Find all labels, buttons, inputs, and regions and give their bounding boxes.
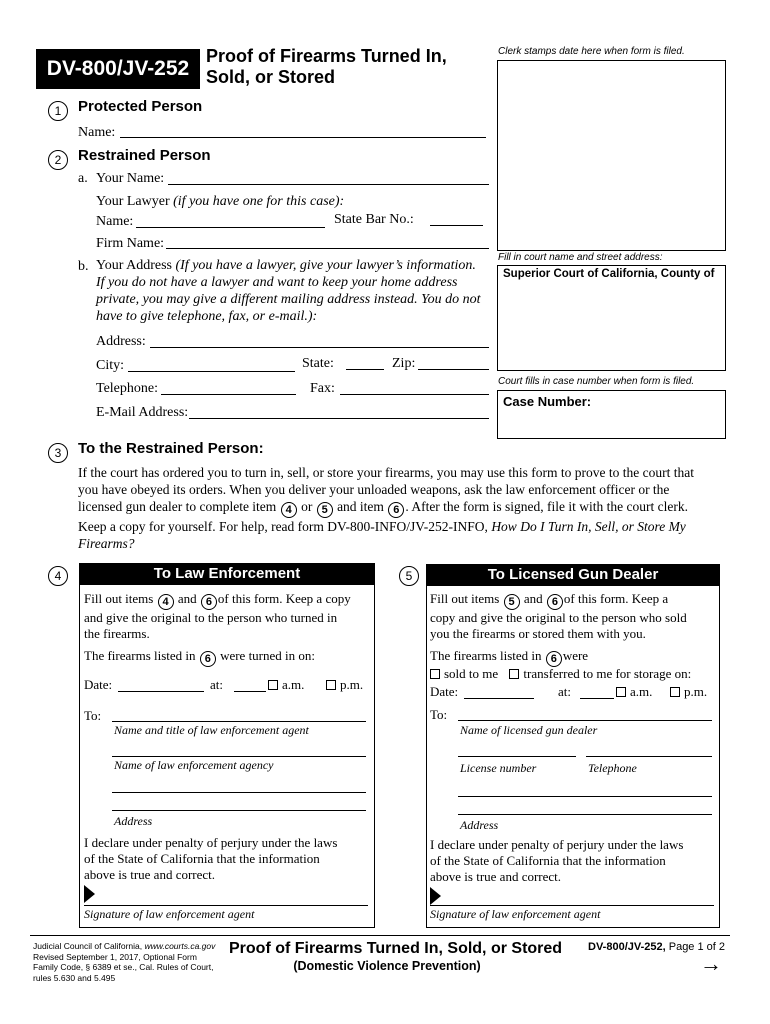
gd-firearms-listed	[430, 648, 588, 667]
gd-date-label: Date:	[430, 684, 459, 699]
your-name-label: Your Name:	[96, 171, 165, 186]
court-note: Fill in court name and street address:	[498, 252, 663, 263]
fax-label: Fax:	[310, 381, 335, 396]
address-note-3: private, you may give a different mailing address instead. You do not	[96, 292, 481, 307]
court-name-label: Superior Court of California, County of	[503, 268, 715, 280]
item-number-2: 2	[48, 150, 68, 170]
lawyer-label: Your Lawyer	[96, 194, 170, 209]
section2-heading: Restrained Person	[78, 147, 211, 164]
address-label: Address:	[96, 334, 146, 349]
footer-page-number: Page 1 of 2	[668, 941, 726, 953]
city-label: City:	[96, 358, 125, 373]
section3-instructions	[78, 464, 728, 552]
instructions-line-4	[78, 518, 728, 535]
gd-am-option[interactable]	[616, 684, 652, 700]
info-form-title: How Do I Turn In, Sell, or Store My	[491, 519, 686, 534]
le-to-label: To:	[84, 708, 102, 723]
instructions-or: or	[301, 499, 313, 514]
footer-left-line-2: Revised September 1, 2017, Optional Form	[33, 951, 197, 962]
gd-decl-1: I declare under penalty of perjury under the laws	[430, 837, 684, 852]
le-pm-option[interactable]	[326, 677, 363, 693]
le-date-label: Date:	[84, 677, 113, 692]
instructions-line-3a: licensed gun dealer to complete item	[78, 499, 277, 514]
gd-stored-checkbox[interactable]	[509, 669, 519, 679]
instructions-line-4a: Keep a copy for yourself. For help, read form DV-800-INFO/JV-252-INFO,	[78, 519, 488, 534]
case-number-box[interactable]	[497, 390, 726, 439]
court-name-box[interactable]	[497, 265, 726, 371]
instructions-line-3	[78, 498, 728, 518]
item-number-5: 5	[399, 566, 419, 586]
section1-heading: Protected Person	[78, 98, 203, 115]
footer-left-line-1	[33, 941, 215, 952]
state-field[interactable]	[346, 369, 384, 370]
address-note-2: If you do not have a lawyer and want to keep your home address	[96, 275, 458, 290]
gd-line-1	[430, 591, 720, 610]
gd-declaration	[430, 837, 683, 885]
footer-rule	[30, 935, 730, 936]
form-id-badge: DV-800/JV-252	[36, 49, 200, 89]
le-item-ref-4: 4	[158, 594, 174, 610]
gd-dealer-name-field[interactable]	[458, 720, 712, 721]
address-field[interactable]	[150, 347, 489, 348]
footer-council: Judicial Council of California,	[33, 941, 143, 951]
le-firearms-listed	[84, 648, 315, 667]
lawyer-line	[96, 193, 344, 210]
le-am-label: a.m.	[282, 677, 305, 692]
state-label: State:	[302, 356, 334, 371]
firm-name-label: Firm Name:	[96, 236, 165, 251]
instructions-line-5: Firearms?	[78, 536, 135, 551]
state-bar-label: State Bar No.:	[334, 212, 414, 227]
le-at-label: at:	[210, 677, 223, 692]
footer-title: Proof of Firearms Turned In, Sold, or Stored	[229, 940, 563, 957]
gd-license-field[interactable]	[458, 756, 576, 757]
instructions-line-3b: and item	[337, 499, 384, 514]
email-field[interactable]	[189, 418, 489, 419]
le-date-field[interactable]	[118, 691, 204, 692]
gd-line-1b: of this form. Keep a	[563, 591, 669, 606]
le-line-3: the firearms.	[84, 626, 150, 641]
gd-pm-label: p.m.	[684, 684, 708, 699]
gd-dealer-caption: Name of licensed gun dealer	[460, 723, 598, 737]
gd-signature-caption: Signature of law enforcement agent	[430, 907, 601, 921]
gd-to-label: To:	[430, 707, 448, 722]
le-listed-ref-6: 6	[200, 651, 216, 667]
clerk-stamp-box	[497, 60, 726, 251]
protected-name-field[interactable]	[120, 137, 486, 138]
gd-am-label: a.m.	[630, 684, 653, 699]
instructions-line-1: If the court has ordered you to turn in, sell, or store your firearms, you may use this form to prove to the court that	[78, 465, 694, 480]
gd-address-caption: Address	[460, 818, 499, 832]
state-bar-field[interactable]	[430, 225, 483, 226]
law-enforcement-heading: To Law Enforcement	[79, 563, 375, 585]
gd-date-field[interactable]	[464, 698, 534, 699]
le-line-2: and give the original to the person who turned in	[84, 610, 338, 625]
gd-phone-caption: Telephone	[588, 761, 637, 775]
le-item-ref-6: 6	[201, 594, 217, 610]
gd-listed-ref-6: 6	[546, 651, 562, 667]
le-agency-field[interactable]	[112, 756, 366, 757]
gd-am-checkbox[interactable]	[616, 687, 626, 697]
gd-sign-arrow-icon	[430, 887, 441, 905]
footer-left	[33, 941, 215, 983]
zip-label: Zip:	[392, 356, 416, 371]
address-note-1: (If you have a lawyer, give your lawyer’s information.	[175, 258, 476, 273]
case-number-label: Case Number:	[503, 394, 592, 409]
item-number-3: 3	[48, 443, 68, 463]
gd-pm-checkbox[interactable]	[670, 687, 680, 697]
le-declaration	[84, 835, 337, 883]
lawyer-name-field[interactable]	[136, 227, 325, 228]
le-am-option[interactable]	[268, 677, 304, 693]
gd-sold-label: sold to me	[444, 666, 499, 681]
le-line-1	[84, 591, 374, 610]
gd-stored-label: transferred to me for storage on:	[523, 666, 692, 681]
gd-disposition-row	[430, 666, 691, 682]
footer-left-line-4: rules 5.630 and 5.495	[33, 972, 116, 983]
le-agent-name-field[interactable]	[112, 721, 366, 722]
gd-item-ref-6: 6	[547, 594, 563, 610]
gd-address-field-2[interactable]	[458, 814, 712, 815]
le-decl-3: above is true and correct.	[84, 867, 216, 882]
footer-form-id: DV-800/JV-252,	[588, 941, 666, 953]
gd-listed-a: The firearms listed in	[430, 648, 542, 663]
item-ref-6: 6	[388, 502, 404, 518]
gd-at-label: at:	[558, 684, 571, 699]
item-a-marker: a.	[78, 171, 88, 186]
city-field[interactable]	[128, 371, 295, 372]
le-sign-arrow-icon	[84, 885, 95, 903]
lawyer-note: (if you have one for this case):	[173, 194, 345, 209]
fax-field[interactable]	[340, 394, 489, 395]
gd-line-2: copy and give the original to the person who sold	[430, 610, 687, 625]
le-agent-name-caption: Name and title of law enforcement agent	[114, 723, 309, 737]
item-ref-5: 5	[317, 502, 333, 518]
address-intro-line	[96, 257, 476, 274]
le-pm-label: p.m.	[340, 677, 364, 692]
le-decl-2: of the State of California that the information	[84, 851, 320, 866]
le-pm-checkbox[interactable]	[326, 680, 336, 690]
gd-instructions	[430, 591, 720, 642]
footer-website: www.courts.ca.gov	[144, 941, 216, 951]
gd-decl-3: above is true and correct.	[430, 869, 562, 884]
le-address-caption: Address	[114, 814, 153, 828]
form-title-line2: Sold, or Stored	[206, 67, 336, 87]
email-label: E-Mail Address:	[96, 405, 189, 420]
item-b-marker: b.	[78, 259, 89, 274]
gd-signature-field[interactable]	[430, 905, 714, 906]
item-number-1: 1	[48, 101, 68, 121]
footer-left-line-3: Family Code, § 6389 et se., Cal. Rules of Court,	[33, 962, 214, 972]
section3-heading: To the Restrained Person:	[78, 440, 264, 457]
le-listed-b: were turned in on:	[220, 648, 316, 663]
gun-dealer-heading: To Licensed Gun Dealer	[426, 564, 720, 586]
gd-time-field[interactable]	[580, 698, 614, 699]
case-number-note: Court fills in case number when form is filed.	[498, 376, 695, 387]
next-page-arrow-icon[interactable]: →	[700, 951, 722, 976]
telephone-field[interactable]	[161, 394, 296, 395]
gd-sold-checkbox[interactable]	[430, 669, 440, 679]
footer-subtitle: (Domestic Violence Prevention)	[293, 959, 481, 973]
lawyer-name-label: Name:	[96, 214, 134, 229]
item-ref-4: 4	[281, 502, 297, 518]
protected-name-label: Name:	[78, 125, 116, 140]
gd-item-ref-5: 5	[504, 594, 520, 610]
le-line-1b: of this form. Keep a copy	[217, 591, 351, 606]
le-am-checkbox[interactable]	[268, 680, 278, 690]
gd-pm-option[interactable]	[670, 684, 707, 700]
address-intro: Your Address	[96, 258, 172, 273]
le-time-field[interactable]	[234, 691, 266, 692]
telephone-label: Telephone:	[96, 381, 158, 396]
le-decl-1: I declare under penalty of perjury under the laws	[84, 835, 338, 850]
gd-listed-b: were	[562, 648, 589, 663]
gd-address-field-1[interactable]	[458, 796, 712, 797]
item-number-4: 4	[48, 566, 68, 586]
instructions-line-2: you have obeyed its orders. When you deliver your unloaded weapons, ask the law enforcement officer or the	[78, 482, 670, 497]
le-signature-field[interactable]	[84, 905, 368, 906]
form-title-line1: Proof of Firearms Turned In,	[206, 46, 447, 66]
le-address-field-1[interactable]	[112, 792, 366, 793]
le-line-1a: Fill out items	[84, 591, 154, 606]
le-address-field-2[interactable]	[112, 810, 366, 811]
address-note-4: have to give telephone, fax, or e-mail.):	[96, 309, 318, 324]
gd-decl-2: of the State of California that the information	[430, 853, 666, 868]
gd-line-1a: Fill out items	[430, 591, 500, 606]
your-name-field[interactable]	[168, 184, 489, 185]
instructions-line-3c: . After the form is signed, file it with the court clerk.	[405, 499, 688, 514]
zip-field[interactable]	[418, 369, 489, 370]
gd-line-3: you the firearms or stored them with you.	[430, 626, 646, 641]
le-agency-caption: Name of law enforcement agency	[114, 758, 274, 772]
gd-license-caption: License number	[460, 761, 537, 775]
le-listed-a: The firearms listed in	[84, 648, 196, 663]
le-instructions	[84, 591, 374, 642]
le-signature-caption: Signature of law enforcement agent	[84, 907, 255, 921]
gd-phone-field[interactable]	[586, 756, 712, 757]
clerk-stamp-note: Clerk stamps date here when form is filed.	[498, 46, 685, 57]
le-and: and	[177, 591, 197, 606]
gd-and: and	[523, 591, 543, 606]
firm-name-field[interactable]	[166, 248, 489, 249]
